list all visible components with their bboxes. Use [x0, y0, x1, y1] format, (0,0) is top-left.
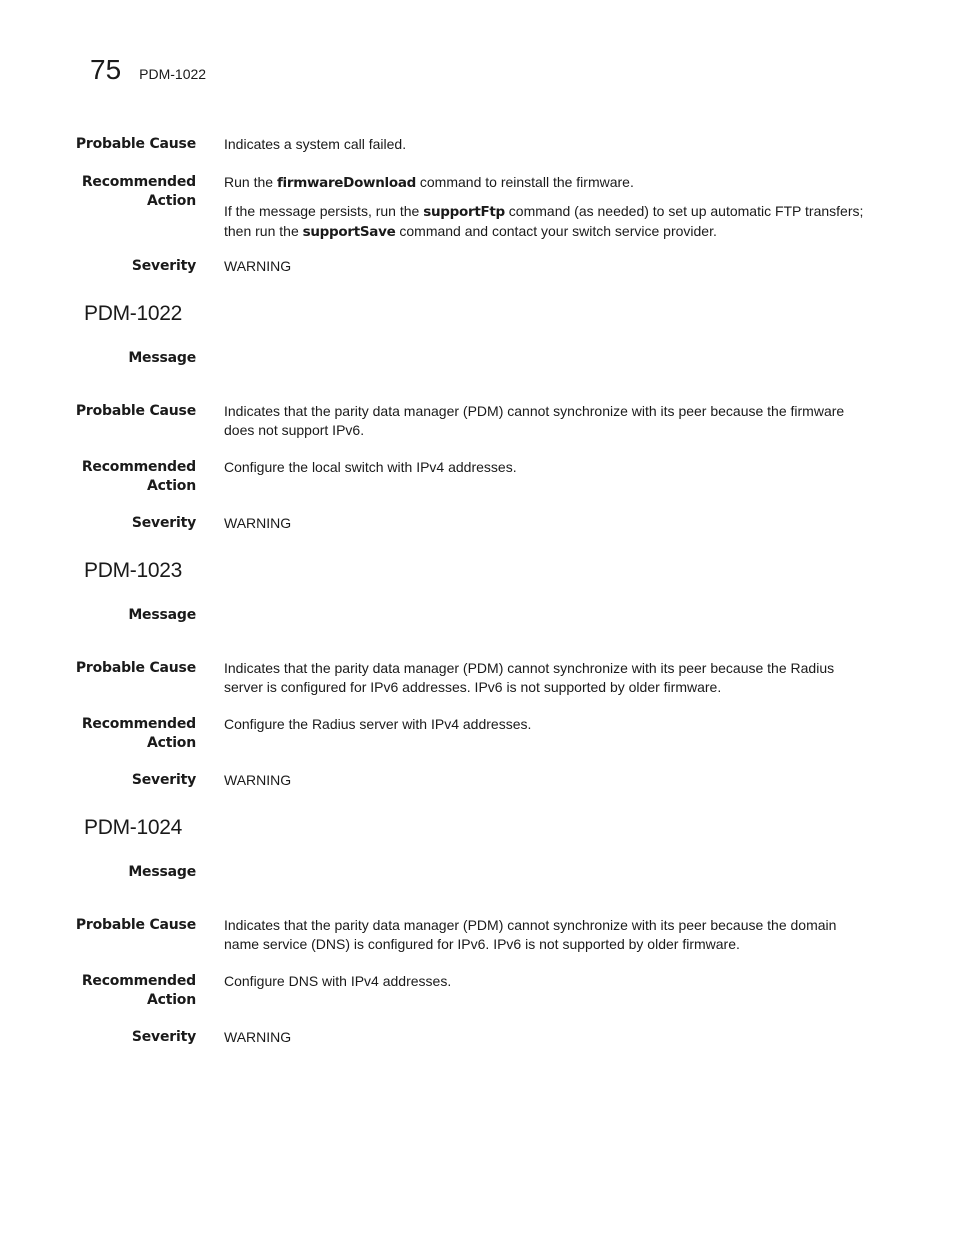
action-paragraph-1 [224, 173, 874, 193]
recommended-action-label [66, 715, 196, 753]
recommended-action-text: Configure the Radius server with IPv4 addresses. [224, 716, 532, 732]
severity-value: WARNING [224, 772, 292, 788]
probable-cause-text: Indicates a system call failed. [224, 136, 407, 152]
probable-cause-text: Indicates that the parity data manager (PDM) cannot synchronize with its peer because the domain name service (DNS) is configured for IPv6. IPv6 is not supported by older firmware. [224, 917, 837, 952]
chapter-number: 75 [90, 54, 122, 85]
running-title: PDM-1022 [139, 66, 207, 82]
page-header [90, 54, 206, 86]
recommended-label-line2: Action [146, 735, 196, 751]
message-label: Message [128, 607, 196, 623]
text-run: Run the [224, 174, 277, 190]
severity-label: Severity [131, 258, 196, 274]
severity-label: Severity [131, 1029, 196, 1045]
recommended-label-line1: Recommended [81, 716, 196, 732]
command-supportsave: supportSave [302, 224, 396, 240]
probable-cause-label: Probable Cause [75, 917, 196, 933]
section-title-pdm-1024: PDM-1024 [84, 816, 182, 839]
message-label: Message [128, 350, 196, 366]
severity-label: Severity [131, 772, 196, 788]
severity-value: WARNING [224, 1029, 292, 1045]
severity-label: Severity [131, 515, 196, 531]
section-title-pdm-1023: PDM-1023 [84, 559, 182, 582]
recommended-label-line1: Recommended [81, 174, 196, 190]
severity-value: WARNING [224, 258, 292, 274]
recommended-label-line1: Recommended [81, 459, 196, 475]
recommended-label-line2: Action [146, 478, 196, 494]
recommended-action-label [66, 458, 196, 496]
probable-cause-label: Probable Cause [75, 660, 196, 676]
text-run: If the message persists, run the [224, 203, 424, 219]
recommended-label-line2: Action [146, 193, 196, 209]
recommended-action-label [66, 173, 196, 211]
probable-cause-label: Probable Cause [75, 403, 196, 419]
text-run: command (as needed) to set up automatic FTP transfers; then run the [224, 203, 864, 239]
command-supportftp: supportFtp [423, 204, 505, 220]
probable-cause-text: Indicates that the parity data manager (PDM) cannot synchronize with its peer because the Radius server is configured for IPv6 addresses. IPv6 is not supported by older firmware. [224, 660, 835, 695]
text-run: command to reinstall the firmware. [416, 174, 634, 190]
command-firmwaredownload: firmwareDownload [276, 175, 416, 191]
probable-cause-label: Probable Cause [75, 136, 196, 152]
message-label: Message [128, 864, 196, 880]
recommended-action-text: Configure DNS with IPv4 addresses. [224, 973, 452, 989]
recommended-label-line1: Recommended [81, 973, 196, 989]
recommended-label-line2: Action [146, 992, 196, 1008]
recommended-action-text [224, 173, 874, 242]
section-title-pdm-1022: PDM-1022 [84, 302, 182, 325]
probable-cause-text: Indicates that the parity data manager (PDM) cannot synchronize with its peer because the firmware does not support IPv6. [224, 403, 845, 438]
text-run: command and contact your switch service provider. [395, 223, 717, 239]
recommended-action-text: Configure the local switch with IPv4 addresses. [224, 459, 517, 475]
recommended-action-label [66, 972, 196, 1010]
severity-value: WARNING [224, 515, 292, 531]
action-paragraph-2 [224, 202, 874, 242]
